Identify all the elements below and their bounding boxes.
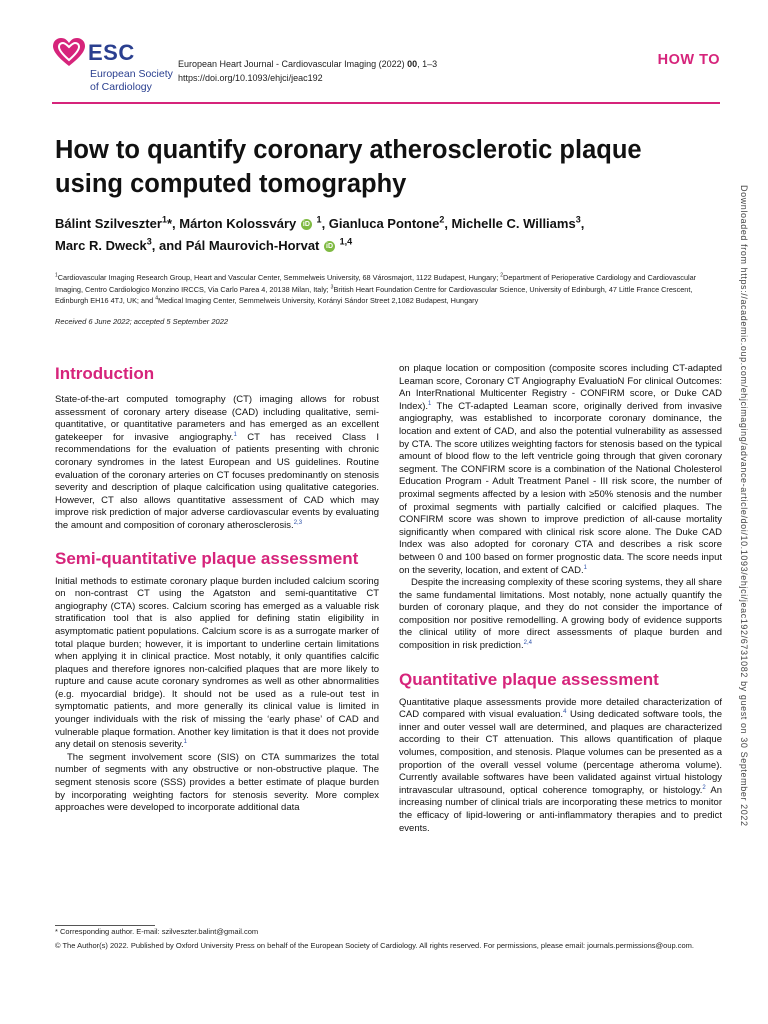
corresponding-author-note: * Corresponding author. E-mail: szilveszter.balint@gmail.com	[55, 927, 259, 936]
affiliation-4: Medical Imaging Center, Semmelweis University, Korányi Sándor Street 2,1082 Budapest, Hungary	[157, 296, 479, 305]
orcid-icon[interactable]: iD	[326, 243, 333, 251]
author-name[interactable]: , and Pál Maurovich-Horvat	[151, 238, 320, 253]
citation-ref[interactable]: 2,3	[293, 519, 303, 526]
left-column	[55, 363, 379, 815]
affil-sup: 3	[330, 284, 334, 291]
footnote-rule	[55, 925, 155, 926]
citation-ref[interactable]: 2	[702, 784, 706, 791]
journal-volume: 00	[407, 59, 418, 69]
affil-sup: 4	[155, 295, 158, 302]
paragraph: The segment involvement score (SIS) on CTA summarizes the total number of segments with any obstructive or non-obstructive plaque. The segment stenosis score (SSS) provides a better estimate of plaque burden by incorporating weighting factors for stenosis severity. More complex approaches were developed to incorporate additional data	[55, 751, 379, 814]
section-heading-introduction: Introduction	[55, 364, 155, 383]
header-rule	[52, 102, 720, 104]
citation-ref[interactable]: 1	[233, 431, 237, 438]
article-title: How to quantify coronary atherosclerotic plaque using computed tomography	[55, 136, 642, 198]
paragraph-text: Initial methods to estimate coronary plaque burden included calcium scoring on non-contrast CT using the Agatston and semi-quantitative CT angiography (CTA) scores. Calcium scoring has emerged as a valuable risk stratification tool that is also applied for defining statin eligibility in asymptomatic patient populations. Calcium score is as a surrogate marker of total plaque burden; however, it is important to underline certain limitations when applying it in clinical practice. Most notably, it only quantifies calcific plaques and therefore ignores non-calcified plaques that are more likely to rupture and cause acute coronary syndromes as well as other abnormalities (e.g. myocardial bridge). It should not be used as a rule-out test in symptomatic patients, and more generally its clinical value is limited in younger individuals with the risk of missing the ‘early phase’ of CAD and vulnerable plaque formation. Another key limitation is that it does not provide any detail on stenosis severity.	[55, 575, 379, 751]
paragraph	[399, 577, 722, 653]
copyright-note: © The Author(s) 2022. Published by Oxford University Press on behalf of the European Society of Cardiology. All rights reserved. For permissions, please email: journals.permissions@oup.com.	[55, 941, 694, 950]
paragraph-text: Despite the increasing complexity of these scoring systems, they all share the same fundamental limitations. Most notably, none actually quantify the burden of coronary plaque, and they do not consider the importance of composition nor positive remodelling. A growing body of evidence supports the clinical utility of more direct assessments of plaque burden and composition in risk prediction.	[399, 577, 722, 652]
section-heading-quantitative: Quantitative plaque assessment	[399, 669, 659, 689]
author-name[interactable]: Bálint Szilveszter	[55, 216, 162, 231]
paragraph-text: State-of-the-art computed tomography (CT) imaging allows for robust assessment of coronary artery disease (CAD) including qualitative, semi-quantitative, or quantitative parameters and has emerged as an excellent gatekeeper for invasive angiography.	[55, 394, 379, 443]
paragraph	[399, 697, 722, 836]
journal-line: European Heart Journal - Cardiovascular Imaging (2022)	[178, 59, 405, 69]
citation-ref[interactable]: 1	[428, 400, 432, 407]
affiliation-3: British Heart Foundation Centre for Cardiovascular Science, University of Edinburgh, 47 Little France Crescent, Edinburgh EH16 4TJ, UK; and	[55, 284, 693, 305]
journal-info	[178, 57, 437, 85]
affiliation-2: Department of Perioperative Cardiology and Cardiovascular Imaging, Centro Cardiologico Monzino IRCCS, Via Carlo Parea 4, 20138 Milan, Italy;	[55, 273, 697, 294]
esc-heart-icon	[52, 38, 86, 68]
paragraph-text: The CT-adapted Leaman score, originally derived from invasive angiography, was established to incorporate coronary dominance, the location and extent of CAD, and also the potential vulnerability as assessed by CTA. The score utilizes weighting factors for stenosis based on the typical amount of blood flow to the left ventricle going through that given coronary segment. The CONFIRM score is a combination of the National Cholesterol Education Program - Adult Treatment Panel - III risk score, the number of proximal segments affected by a lesion with ≥50% stenosis and the number of proximal segments with partially calcified or calcified plaques. The CONFIRM score was shown to improve prediction of all-cause mortality significantly when compared with clinical risk score alone. The Duke CAD Index was also adopted for coronary CTA and describes a risk score between 0 and 100 based on former prognostic data. The score needs input on the severity, location, and extent of CAD.	[399, 400, 722, 576]
author-affil-sup: 1	[316, 214, 322, 225]
affil-sup: 2	[500, 272, 504, 279]
logo-name: ESC	[88, 40, 135, 65]
paragraph-text: on plaque location or composition (composite scores including CT-adapted Leaman score, Coronary CT Angiography EvaluatioN For clinical Outcomes: An InterRnational Multicenter Registry - CONFIRM score, or Duke CAD Index).	[399, 363, 722, 412]
author-name[interactable]: , Michelle C. Williams	[444, 216, 576, 231]
doi-link[interactable]: https://doi.org/10.1093/ehjci/jeac192	[178, 73, 323, 83]
citation-ref[interactable]: 4	[563, 709, 567, 716]
esc-logo[interactable]	[52, 38, 172, 98]
paragraph	[55, 576, 379, 752]
download-notice[interactable]: Downloaded from https://academic.oup.com/ehjcimaging/advance-article/doi/10.1093/ehjci/jeac192/6731082 by guest on 30 September 2022	[739, 185, 749, 827]
author-affil-sup: 1	[161, 214, 167, 225]
author-affil-sup: 3	[575, 214, 581, 225]
author-affil-sup: 1,4	[339, 236, 353, 247]
affiliations	[55, 272, 725, 307]
page-header	[0, 0, 768, 100]
author-name[interactable]: Marc R. Dweck	[55, 238, 147, 253]
download-sidebar	[734, 185, 749, 830]
author-name[interactable]: , Gianluca Pontone	[321, 216, 440, 231]
journal-pages: , 1–3	[417, 59, 438, 69]
paragraph-text: Using dedicated software tools, the inner and outer vessel wall are determined, and plaques are characterized according to their CT attenuation. This allows quantification of plaque volumes, composition, and stenosis. Plaque volumes can be presented as a proportion of the overall vessel volume (percentage atheroma volume). Currently available softwares have been validated against virtual histology intravascular ultrasound, optical coherence tomography, or histology.	[399, 709, 722, 796]
citation-ref[interactable]: 1	[183, 739, 188, 746]
paragraph-text: Quantitative plaque assessments provide more detailed characterization of CAD compared with visual evaluation.	[399, 696, 722, 721]
author-list: Bálint Szilveszter$^1$*, Márton Kolossváry iD $^1$, Gianluca Pontone$^2$, Michelle C. Williams$^3$, Marc R. Dweck$^3$, and Pál Maurovich-Horvat iD $^{1,4}$	[55, 214, 585, 253]
logo-subtitle-2: of Cardiology	[90, 81, 152, 93]
right-column	[399, 363, 722, 835]
paragraph	[55, 394, 379, 533]
section-label: HOW TO	[657, 52, 720, 68]
received-dates: Received 6 June 2022; accepted 5 September 2022	[55, 317, 229, 326]
affiliation-1: Cardiovascular Imaging Research Group, Heart and Vascular Center, Semmelweis University, 68 Városmajort, 1122 Budapest, Hungary;	[57, 273, 499, 282]
citation-ref[interactable]: 1	[583, 564, 587, 571]
author-affil-sup: 3	[146, 236, 152, 247]
author-affil-sup: 2	[439, 214, 445, 225]
author-name[interactable]: Márton Kolossváry	[179, 216, 297, 231]
corresponding-mark: *,	[166, 216, 176, 231]
logo-subtitle-1: European Society	[90, 68, 173, 80]
paragraph-text: An increasing number of clinical trials are incorporating these metrics to monitor the efficacy of lipid-lowering or anti-inflammatory therapies and to predict events.	[399, 784, 722, 834]
section-heading-semi-quantitative: Semi-quantitative plaque assessment	[55, 548, 359, 568]
paragraph-text: CT has received Class I recommendations for the evaluation of patients presenting with chronic coronary syndromes in the latest European and US guidelines. Routine evaluation of the coronary arteries on CT focuses predominantly on stenosis severity and description of plaque calcification using qualitative categories. However, CT also allows quantitative assessment of CAD which may improve risk prediction of major adverse cardiovascular events by evaluating the amount and composition of coronary atherosclerosis.	[55, 431, 379, 531]
paragraph	[399, 363, 722, 577]
affil-sup: 1	[55, 272, 58, 279]
citation-ref[interactable]: 2,4	[523, 639, 532, 646]
orcid-icon[interactable]: iD	[302, 221, 310, 229]
